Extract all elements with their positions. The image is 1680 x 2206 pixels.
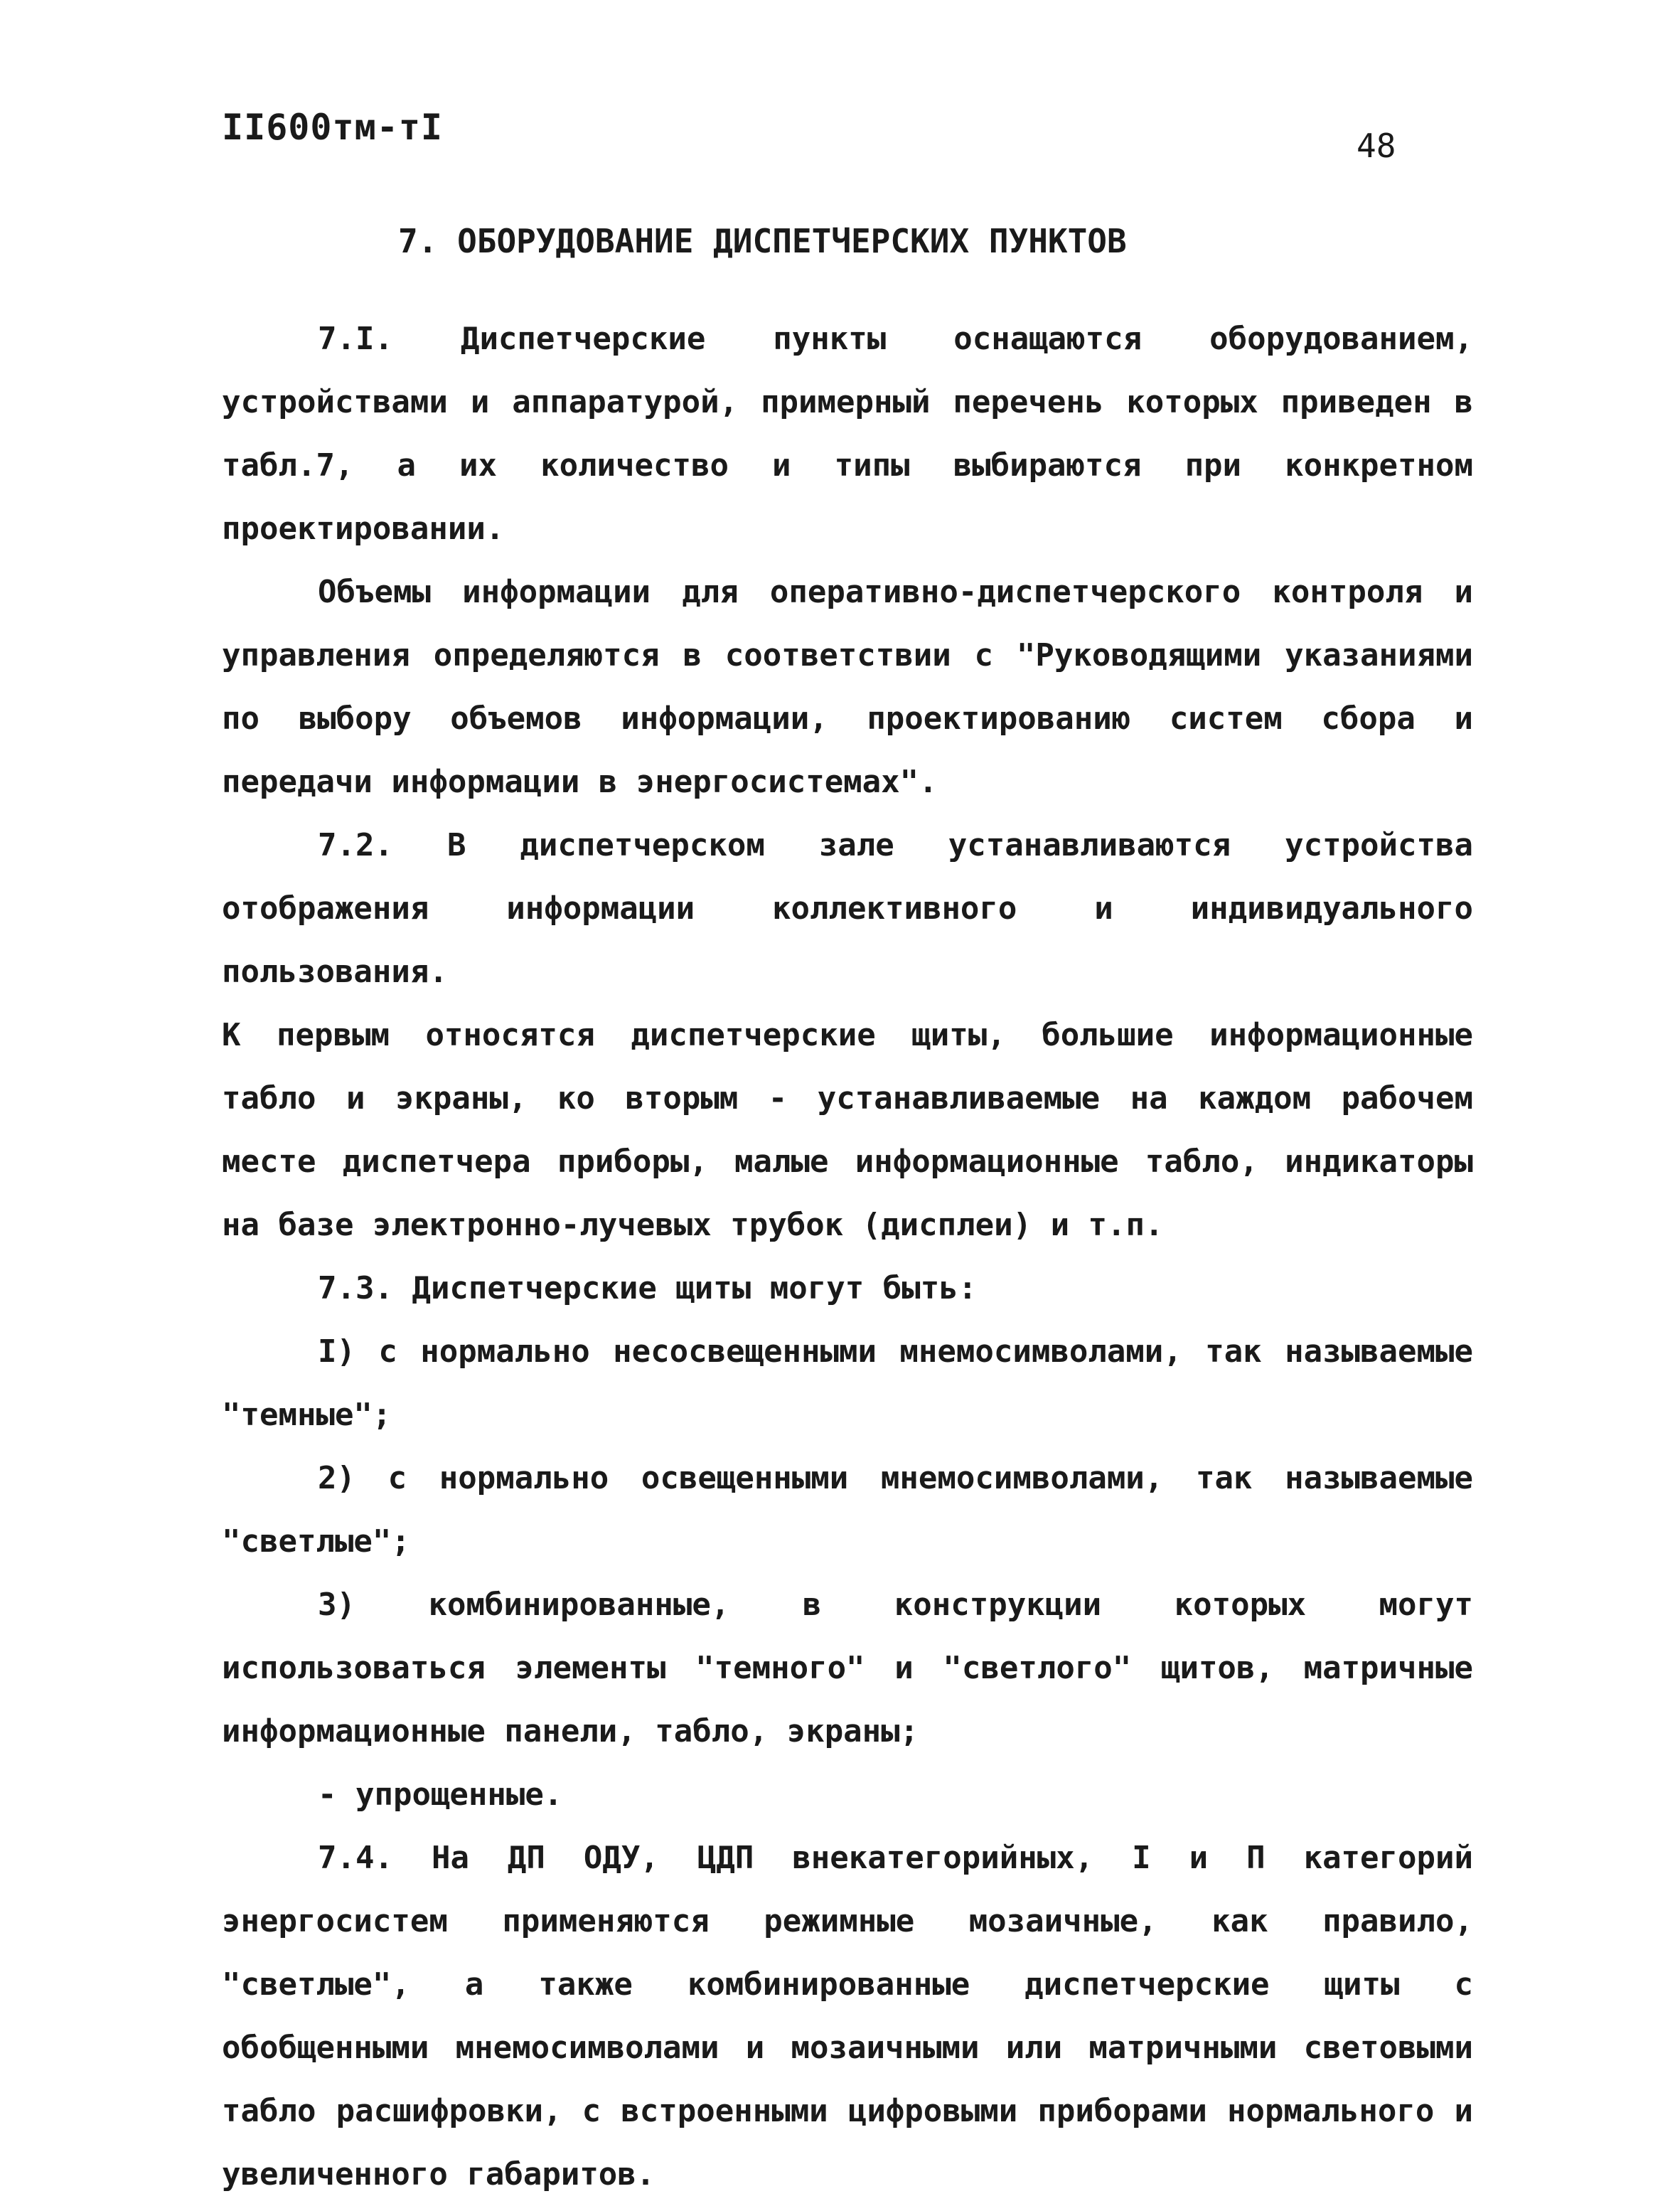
paragraph-7-3: 7.3. Диспетчерские щиты могут быть:	[318, 1270, 978, 1306]
paragraph-information-volumes: Объемы информации для оперативно-диспетчерского контроля и управления определяются в соответствии с "Руководящими указаниями по выбору объемов информации, проектированию систем сбора и передачи информации в энергосистемах".	[222, 574, 1473, 800]
list-item-combined-panels: 3) комбинированные, в конструкции которых могут использоваться элементы "темного" и "светлого" щитов, матричные информационные панели, табло, экраны;	[222, 1587, 1473, 1749]
paragraph-7-2: 7.2. В диспетчерском зале устанавливаются устройства отображения информации коллективного и индивидуального пользования.	[222, 827, 1473, 990]
document-code: II600тм-тI	[222, 107, 444, 148]
page-number: 48	[1357, 127, 1396, 165]
body-text	[222, 307, 1473, 2206]
list-item-dark-panels: I) с нормально несосвещенными мнемосимволами, так называемые "темные";	[222, 1333, 1473, 1433]
paragraph-display-devices: К первым относятся диспетчерские щиты, большие информационные табло и экраны, ко вторым - устанавливаемые на каждом рабочем месте диспетчера приборы, малые информационные табло, индикаторы на базе электронно-лучевых трубок (дисплеи) и т.п.	[222, 1017, 1473, 1243]
list-item-simplified-panels: - упрощенные.	[318, 1776, 563, 1813]
section-title: 7. ОБОРУДОВАНИЕ ДИСПЕТЧЕРСКИХ ПУНКТОВ	[398, 222, 1127, 260]
paragraph-7-1: 7.I. Диспетчерские пункты оснащаются оборудованием, устройствами и аппаратурой, примерный перечень которых приведен в табл.7, а их количество и типы выбираются при конкретном проектировании.	[222, 321, 1473, 547]
list-item-light-panels: 2) с нормально освещенными мнемосимволами, так называемые "светлые";	[222, 1460, 1473, 1560]
paragraph-7-4: 7.4. На ДП ОДУ, ЦДП внекатегорийных, I и П категорий энергосистем применяются режимные мозаичные, как правило, "светлые", а также комбинированные диспетчерские щиты с обобщенными мнемосимволами и мозаичными или матричными световыми табло расшифровки, с встроенными цифровыми приборами нормального и увеличенного габаритов.	[222, 1840, 1473, 2192]
